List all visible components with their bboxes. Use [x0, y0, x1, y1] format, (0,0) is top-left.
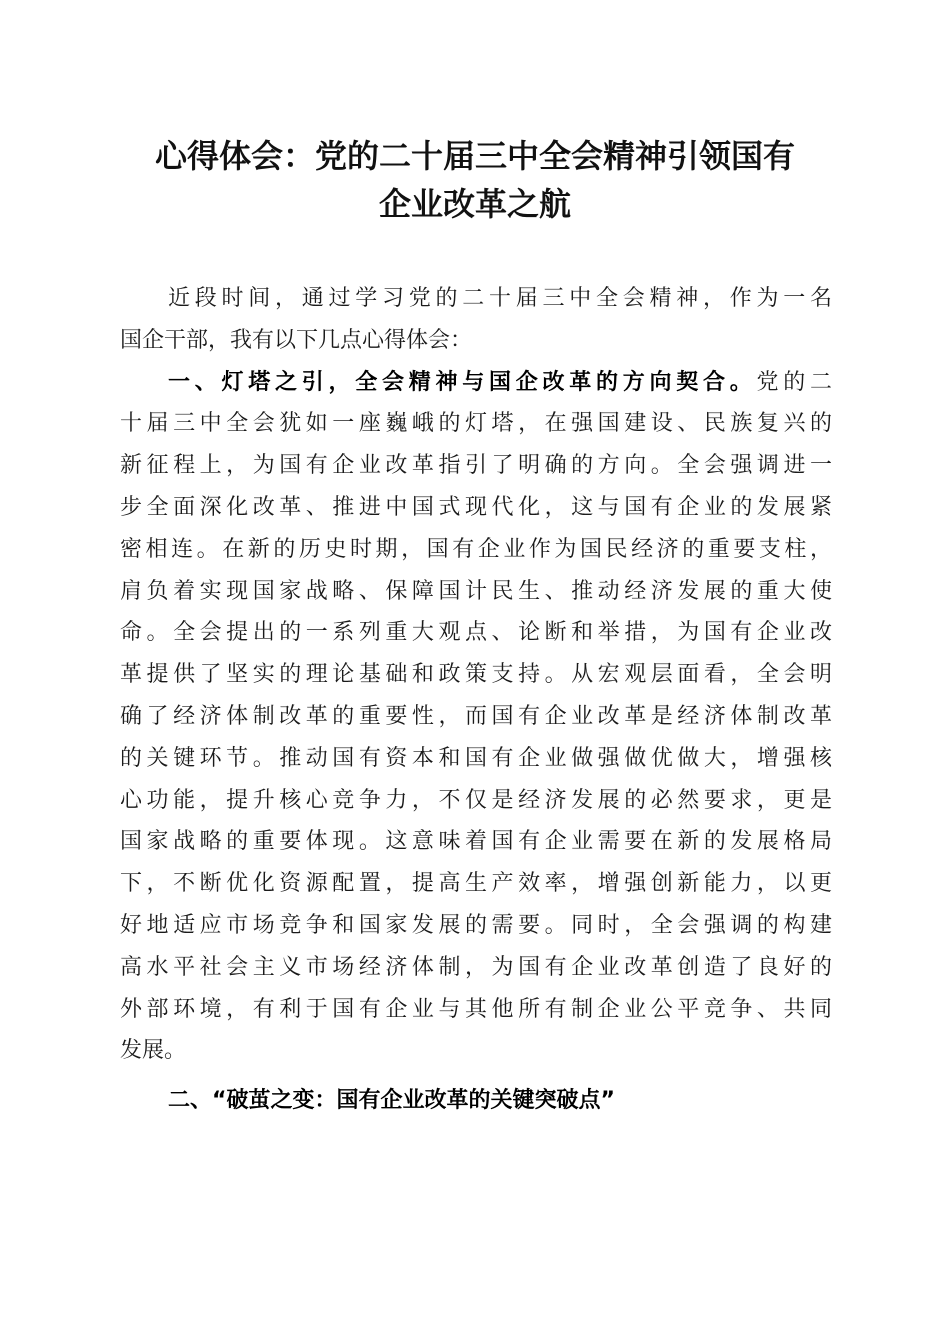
paragraph-line: 十届三中全会犹如一座巍峨的灯塔，在强国建设、民族复兴的	[120, 411, 832, 437]
paragraph-line: 密相连。在新的历史时期，国有企业作为国民经济的重要支柱，	[120, 536, 832, 562]
paragraph-line: 确了经济体制改革的重要性，而国有企业改革是经济体制改革	[120, 703, 832, 729]
paragraph-line: 好地适应市场竞争和国家发展的需要。同时，全会强调的构建	[120, 912, 832, 938]
paragraph-line: 国企干部，我有以下几点心得体会：	[120, 327, 473, 353]
section-1-first-line	[120, 362, 832, 404]
document-title	[110, 132, 840, 228]
paragraph-line: 高水平社会主义市场经济体制，为国有企业改革创造了良好的	[120, 954, 832, 980]
title-line-2: 企业改革之航	[378, 185, 571, 223]
section-1-first-line-rest: 党的二	[756, 369, 832, 395]
paragraph-line: 肩负着实现国家战略、保障国计民生、推动经济发展的重大使	[120, 578, 832, 604]
intro-paragraph	[120, 278, 832, 362]
section-2-heading: 二、“破茧之变：国有企业改革的关键突破点”	[168, 1088, 615, 1114]
paragraph-line: 下，不断优化资源配置，提高生产效率，增强创新能力，以更	[120, 871, 832, 897]
section-1-heading: 一、灯塔之引，全会精神与国企改革的方向契合。	[168, 369, 757, 395]
paragraph-line: 命。全会提出的一系列重大观点、论断和举措，为国有企业改	[120, 620, 832, 646]
paragraph-line: 革提供了坚实的理论基础和政策支持。从宏观层面看，全会明	[120, 662, 832, 688]
title-line-1: 心得体会：党的二十届三中全会精神引领国有	[154, 137, 795, 175]
paragraph-line: 新征程上，为国有企业改革指引了明确的方向。全会强调进一	[120, 453, 832, 479]
paragraph-line: 近段时间，通过学习党的二十届三中全会精神，作为一名	[168, 286, 832, 311]
paragraph-line: 国家战略的重要体现。这意味着国有企业需要在新的发展格局	[120, 829, 832, 855]
section-1-paragraph	[120, 362, 832, 1073]
paragraph-line: 外部环境，有利于国有企业与其他所有制企业公平竞争、共同	[120, 996, 832, 1022]
document-body	[120, 278, 832, 1122]
paragraph-line: 心功能，提升核心竞争力，不仅是经济发展的必然要求，更是	[120, 787, 832, 813]
paragraph-line: 步全面深化改革、推进中国式现代化，这与国有企业的发展紧	[120, 494, 832, 520]
paragraph-line: 发展。	[120, 1038, 187, 1064]
paragraph-line: 的关键环节。推动国有资本和国有企业做强做优做大，增强核	[120, 745, 832, 771]
